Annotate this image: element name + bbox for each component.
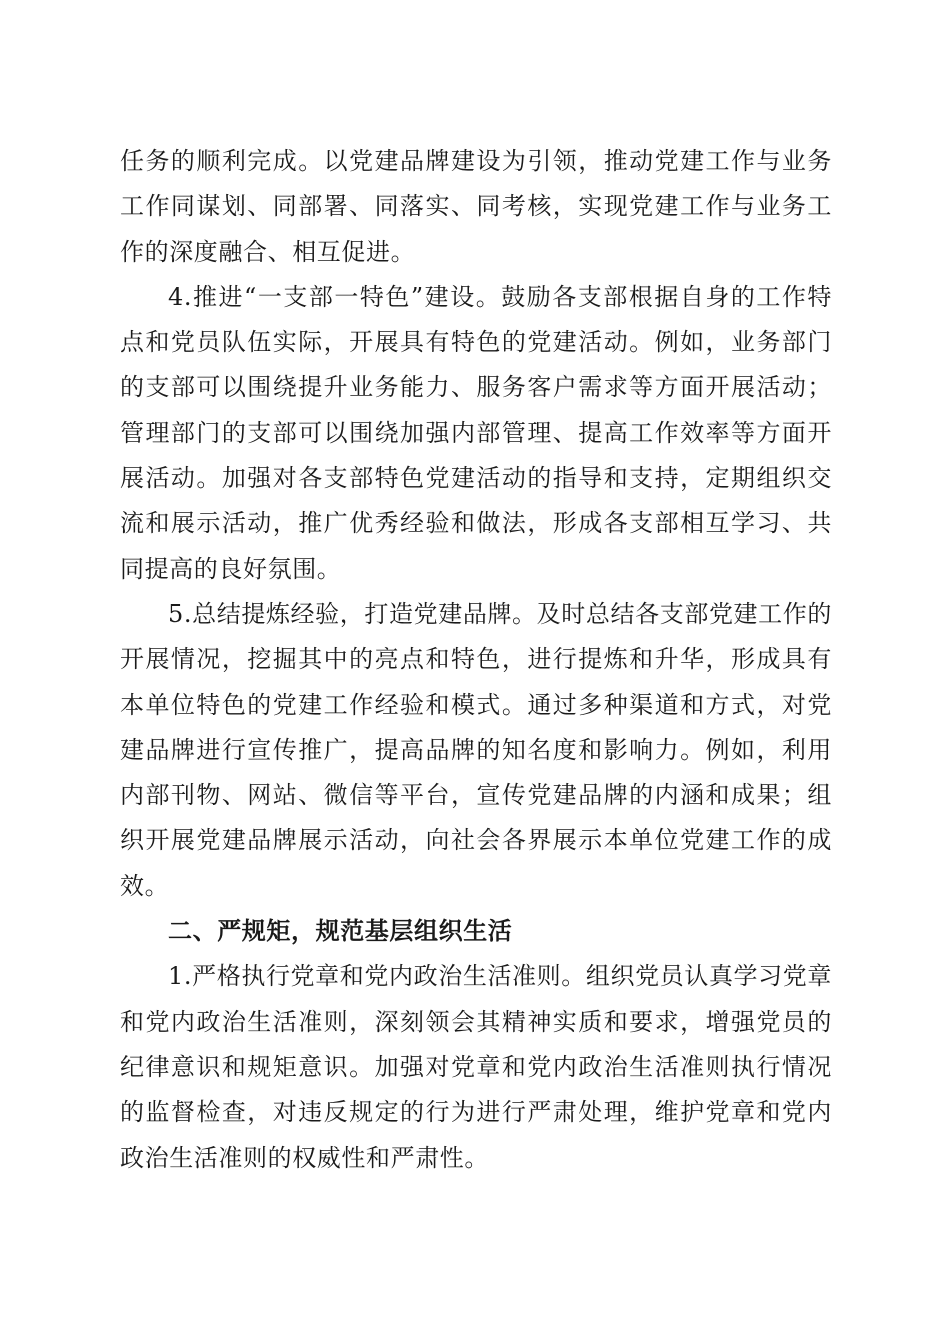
paragraph-section2-item-1: 1.严格执行党章和党内政治生活准则。组织党员认真学习党章和党内政治生活准则，深刻领会其精神实质和要求，增强党员的纪律意识和规矩意识。加强对党章和党内政治生活准则执行情况的监督检查，对违反规定的行为进行严肃处理，维护党章和党内政治生活准则的权威性和严肃性。 bbox=[120, 962, 832, 1172]
paragraph-item-4: 4.推进“一支部一特色”建设。鼓励各支部根据自身的工作特点和党员队伍实际，开展具有特色的党建活动。例如，业务部门的支部可以围绕提升业务能力、服务客户需求等方面开展活动；管理部门的支部可以围绕加强内部管理、提高工作效率等方面开展活动。加强对各支部特色党建活动的指导和支持，定期组织交流和展示活动，推广优秀经验和做法，形成各支部相互学习、共同提高的良好氛围。 bbox=[120, 282, 832, 583]
paragraph-continuation: 任务的顺利完成。以党建品牌建设为引领，推动党建工作与业务工作同谋划、同部署、同落实、同考核，实现党建工作与业务工作的深度融合、相互促进。 bbox=[120, 147, 832, 266]
paragraph-item-5: 5.总结提炼经验，打造党建品牌。及时总结各支部党建工作的开展情况，挖掘其中的亮点和特色，进行提炼和升华，形成具有本单位特色的党建工作经验和模式。通过多种渠道和方式，对党建品牌进行宣传推广，提高品牌的知名度和影响力。例如，利用内部刊物、网站、微信等平台，宣传党建品牌的内涵和成果；组织开展党建品牌展示活动，向社会各界展示本单位党建工作的成效。 bbox=[120, 599, 832, 900]
document-body bbox=[120, 139, 832, 1181]
section-heading: 二、严规矩，规范基层组织生活 bbox=[168, 917, 513, 946]
